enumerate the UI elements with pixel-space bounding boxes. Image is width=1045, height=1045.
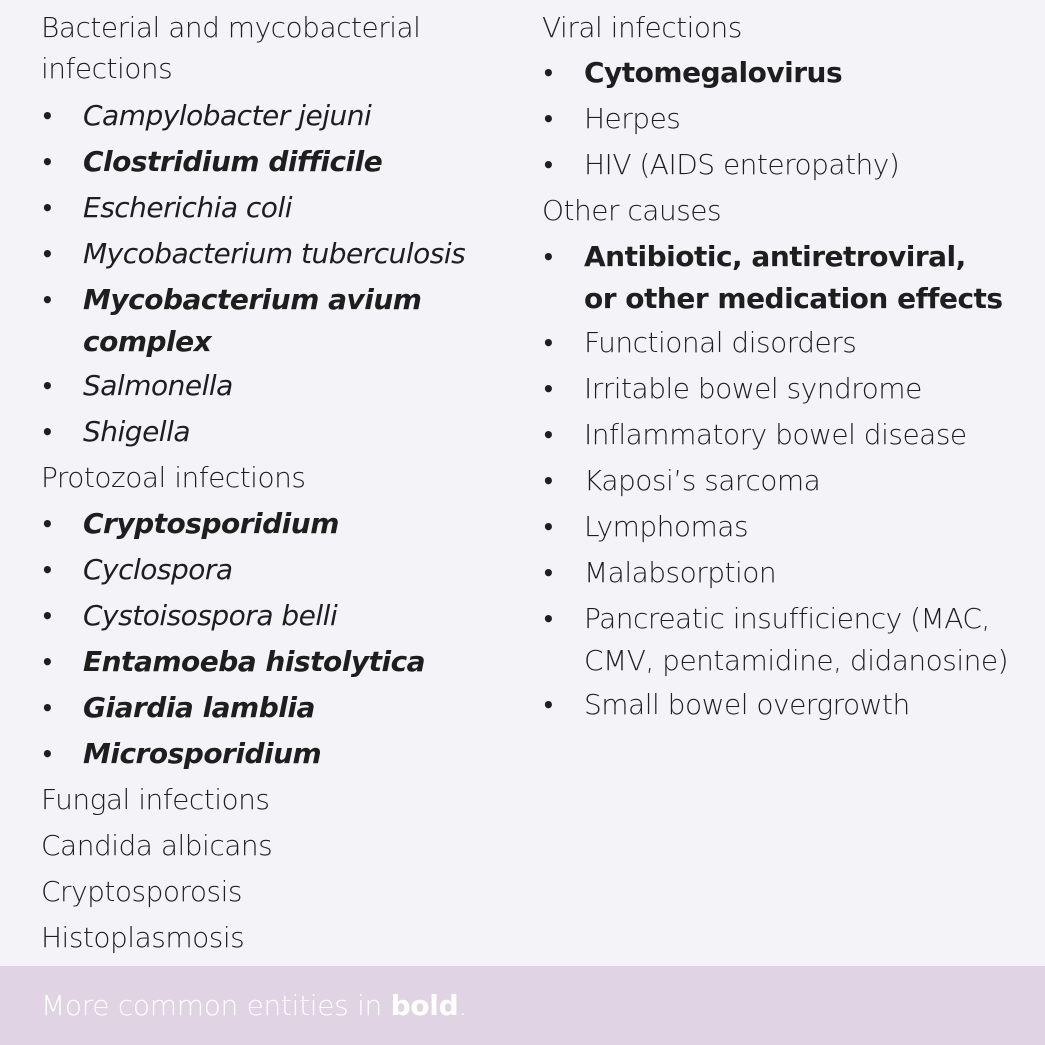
left-column — [41, 7, 511, 961]
other-causes-heading: Other causes — [542, 194, 722, 227]
list-item: • Inflammatory bowel disease — [542, 412, 1022, 458]
list-item: • Cystoisospora belli — [41, 593, 511, 639]
bullet-icon: • — [542, 561, 555, 585]
list-item: • HIV (AIDS enteropathy) — [542, 142, 1022, 188]
list-item: • Escherichia coli — [41, 185, 511, 231]
protozoal-heading: Protozoal infections — [41, 461, 306, 494]
bullet-icon: • — [542, 469, 555, 493]
list-item: • Microsporidium — [41, 731, 511, 777]
list-item: • Mycobacterium avium complex — [41, 277, 511, 363]
bullet-icon: • — [542, 107, 555, 131]
list-item: • Irritable bowel syndrome — [542, 366, 1022, 412]
list-item: • Giardia lamblia — [41, 685, 511, 731]
list-item: • Cytomegalovirus — [542, 50, 1022, 96]
footer-note — [0, 966, 1045, 1045]
bullet-icon: • — [542, 153, 555, 177]
bullet-icon: • — [41, 150, 54, 174]
list-item: • Salmonella — [41, 363, 511, 409]
bullet-icon: • — [41, 742, 54, 766]
bullet-icon: • — [41, 196, 54, 220]
fungal-heading: Fungal infections — [41, 783, 270, 816]
bullet-icon: • — [41, 512, 54, 536]
bullet-icon: • — [542, 377, 555, 401]
bullet-icon: • — [41, 696, 54, 720]
bullet-icon: • — [41, 420, 54, 444]
viral-list — [542, 50, 1022, 188]
list-item: • Shigella — [41, 409, 511, 455]
bullet-icon: • — [41, 242, 54, 266]
footer-bold-word: bold — [390, 989, 459, 1022]
bullet-icon: • — [41, 104, 54, 128]
bullet-icon: • — [41, 558, 54, 582]
protozoal-list — [41, 501, 511, 777]
bullet-icon: • — [41, 288, 54, 312]
viral-heading: Viral infections — [542, 11, 742, 44]
list-item: • Entamoeba histolytica — [41, 639, 511, 685]
bullet-icon: • — [542, 515, 555, 539]
footer-suffix: . — [458, 989, 467, 1022]
list-item: • Antibiotic, antiretroviral, or other medication effects — [542, 234, 1022, 320]
list-item: • Small bowel overgrowth — [542, 682, 1022, 728]
list-item: • Lymphomas — [542, 504, 1022, 550]
bullet-icon: • — [41, 604, 54, 628]
list-item: • Herpes — [542, 96, 1022, 142]
bullet-icon: • — [542, 423, 555, 447]
list-item: • Kaposi’s sarcoma — [542, 458, 1022, 504]
bullet-icon: • — [41, 650, 54, 674]
other-causes-list — [542, 234, 1022, 728]
list-item: • Clostridium difficile — [41, 139, 511, 185]
bullet-icon: • — [542, 245, 555, 269]
list-item: • Cyclospora — [41, 547, 511, 593]
bullet-icon: • — [542, 331, 555, 355]
bullet-icon: • — [542, 61, 555, 85]
list-item: • Cryptosporidium — [41, 501, 511, 547]
footer-prefix: More common entities in — [41, 989, 391, 1022]
list-item: • Functional disorders — [542, 320, 1022, 366]
list-item: • Campylobacter jejuni — [41, 93, 511, 139]
bacterial-list — [41, 93, 511, 455]
bullet-icon: • — [542, 693, 555, 717]
list-item: • Mycobacterium tuberculosis — [41, 231, 511, 277]
fungal-item: Histoplasmosis — [41, 921, 245, 954]
list-item: • Malabsorption — [542, 550, 1022, 596]
bacterial-heading: Bacterial and mycobacterial infections — [41, 11, 421, 85]
footer-text — [41, 986, 467, 1026]
bullet-icon: • — [41, 374, 54, 398]
fungal-item: Candida albicans — [41, 829, 273, 862]
list-item: • Pancreatic insufficiency (MAC, CMV, pentamidine, didanosine) — [542, 596, 1022, 682]
right-column — [542, 7, 1022, 728]
fungal-item: Cryptosporosis — [41, 875, 242, 908]
bullet-icon: • — [542, 607, 555, 631]
